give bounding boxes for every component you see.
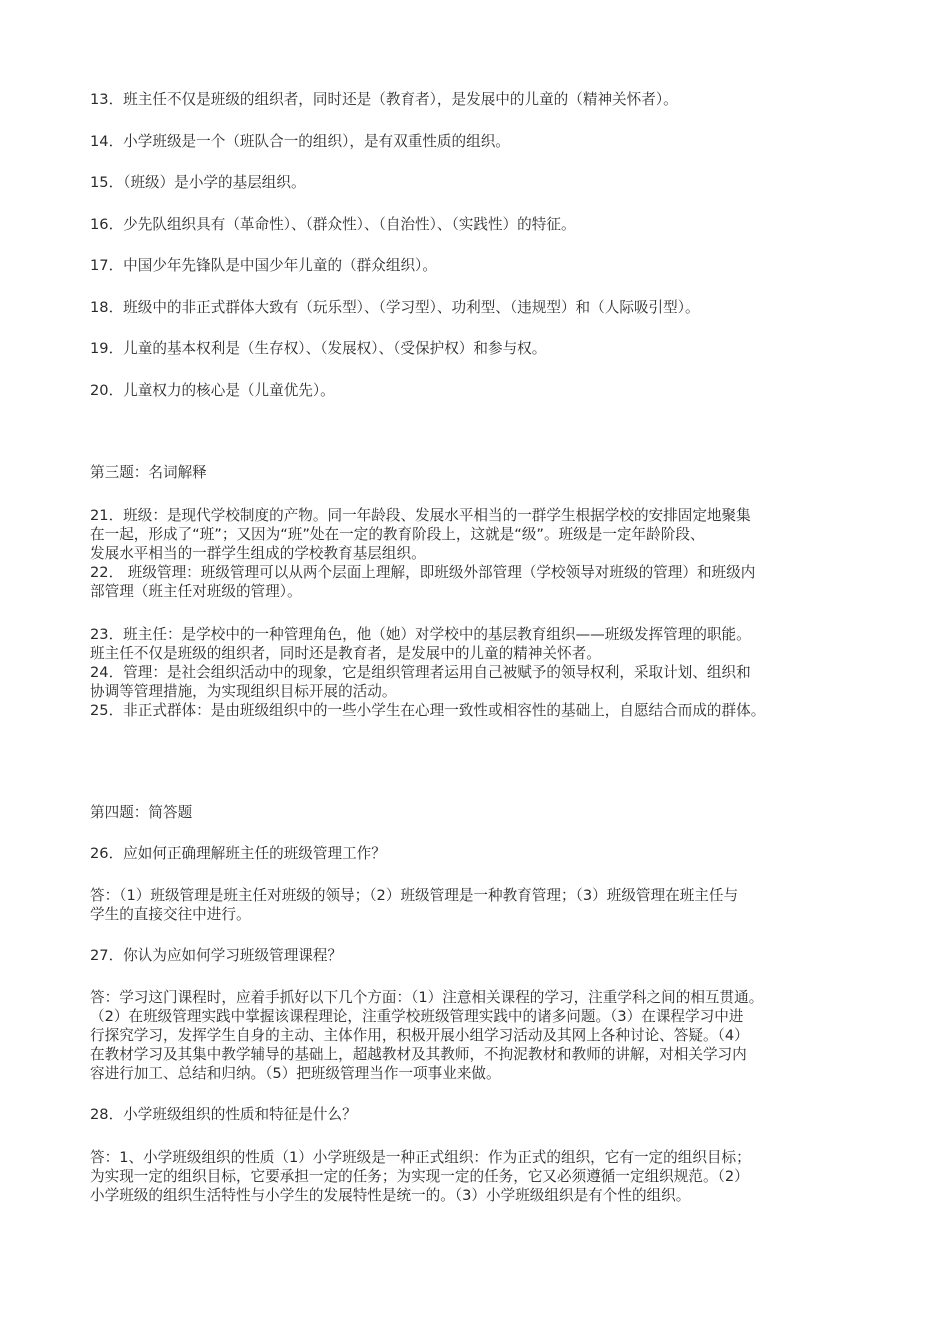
- question-27: 27．你认为应如何学习班级管理课程？: [90, 947, 343, 964]
- section-heading-definitions: 第三题：名词解释: [90, 464, 207, 481]
- answer-27: [90, 988, 870, 1083]
- paragraph-line: 22． 班级管理：班级管理可以从两个层面上理解，即班级外部管理（学校领导对班级的管理）和班级内: [90, 564, 756, 581]
- paragraph-line: 答：1、小学班级组织的性质（1）小学班级是一种正式组织：作为正式的组织，它有一定的组织目标；: [90, 1149, 751, 1166]
- definitions-paragraph-2: [90, 625, 870, 720]
- paragraph-line: 25．非正式群体：是由班级组织中的一些小学生在心理一致性或相容性的基础上，自愿结合而成的群体。: [90, 702, 766, 719]
- paragraph-line: 发展水平相当的一群学生组成的学校教育基层组织。: [90, 545, 426, 562]
- fill-in-item-17: 17．中国少年先锋队是中国少年儿童的（群众组织）。: [90, 257, 437, 274]
- paragraph-line: 班主任不仅是班级的组织者，同时还是教育者，是发展中的儿童的精神关怀者。: [90, 645, 601, 662]
- fill-in-item-19: 19．儿童的基本权利是（生存权）、（发展权）、（受保护权）和参与权。: [90, 340, 547, 357]
- paragraph-line: 小学班级的组织生活特性与小学生的发展特性是统一的。（3）小学班级组织是有个性的组织。: [90, 1187, 691, 1204]
- question-26: 26．应如何正确理解班主任的班级管理工作？: [90, 845, 386, 862]
- paragraph-line: 在一起，形成了“班”；又因为“班”处在一定的教育阶段上，这就是“级”。班级是一定年龄阶段、: [90, 526, 705, 543]
- fill-in-item-15: 15．（班级）是小学的基层组织。: [90, 174, 306, 191]
- fill-in-item-13: 13．班主任不仅是班级的组织者，同时还是（教育者），是发展中的儿童的（精神关怀者）。: [90, 91, 678, 108]
- fill-in-item-20: 20．儿童权力的核心是（儿童优先）。: [90, 382, 335, 399]
- fill-in-item-18: 18．班级中的非正式群体大致有（玩乐型）、（学习型）、功利型、（违规型）和（人际吸引型）。: [90, 299, 700, 316]
- paragraph-line: 容进行加工、总结和归纳。（5）把班级管理当作一项事业来做。: [90, 1065, 501, 1082]
- paragraph-line: 24．管理：是社会组织活动中的现象，它是组织管理者运用自己被赋予的领导权利，采取计划、组织和: [90, 664, 751, 681]
- paragraph-line: 21．班级：是现代学校制度的产物。同一年龄段、发展水平相当的一群学生根据学校的安排固定地聚集: [90, 507, 751, 524]
- paragraph-line: 部管理（班主任对班级的管理）。: [90, 583, 302, 600]
- paragraph-line: 23．班主任：是学校中的一种管理角色，他（她）对学校中的基层教育组织——班级发挥管理的职能。: [90, 626, 751, 643]
- paragraph-line: 协调等管理措施，为实现组织目标开展的活动。: [90, 683, 397, 700]
- paragraph-line: 答：（1）班级管理是班主任对班级的领导；（2）班级管理是一种教育管理；（3）班级管理在班主任与: [90, 887, 739, 904]
- fill-in-item-14: 14．小学班级是一个（班队合一的组织），是有双重性质的组织。: [90, 133, 510, 150]
- definitions-paragraph-1: [90, 506, 870, 601]
- paragraph-line: 为实现一定的组织目标，它要承担一定的任务；为实现一定的任务，它又必须遵循一定组织规范。（2）: [90, 1168, 749, 1185]
- paragraph-line: 学生的直接交往中进行。: [90, 906, 251, 923]
- paragraph-line: 行探究学习，发挥学生自身的主动、主体作用，积极开展小组学习活动及其网上各种讨论、答疑。（4）: [90, 1027, 749, 1044]
- section-heading-short-answer: 第四题：简答题: [90, 804, 193, 821]
- paragraph-line: 在教材学习及其集中教学辅导的基础上，超越教材及其教师，不拘泥教材和教师的讲解，对相关学习内: [90, 1046, 747, 1063]
- answer-26: [90, 886, 870, 924]
- fill-in-item-16: 16．少先队组织具有（革命性）、（群众性）、（自治性）、（实践性）的特征。: [90, 216, 576, 233]
- paragraph-line: 答：学习这门课程时，应着手抓好以下几个方面：（1）注意相关课程的学习，注重学科之间的相互贯通。: [90, 989, 764, 1006]
- question-28: 28．小学班级组织的性质和特征是什么？: [90, 1106, 357, 1123]
- paragraph-line: （2）在班级管理实践中掌握该课程理论，注重学校班级管理实践中的诸多问题。（3）在课程学习中进: [90, 1008, 744, 1025]
- answer-28: [90, 1148, 870, 1205]
